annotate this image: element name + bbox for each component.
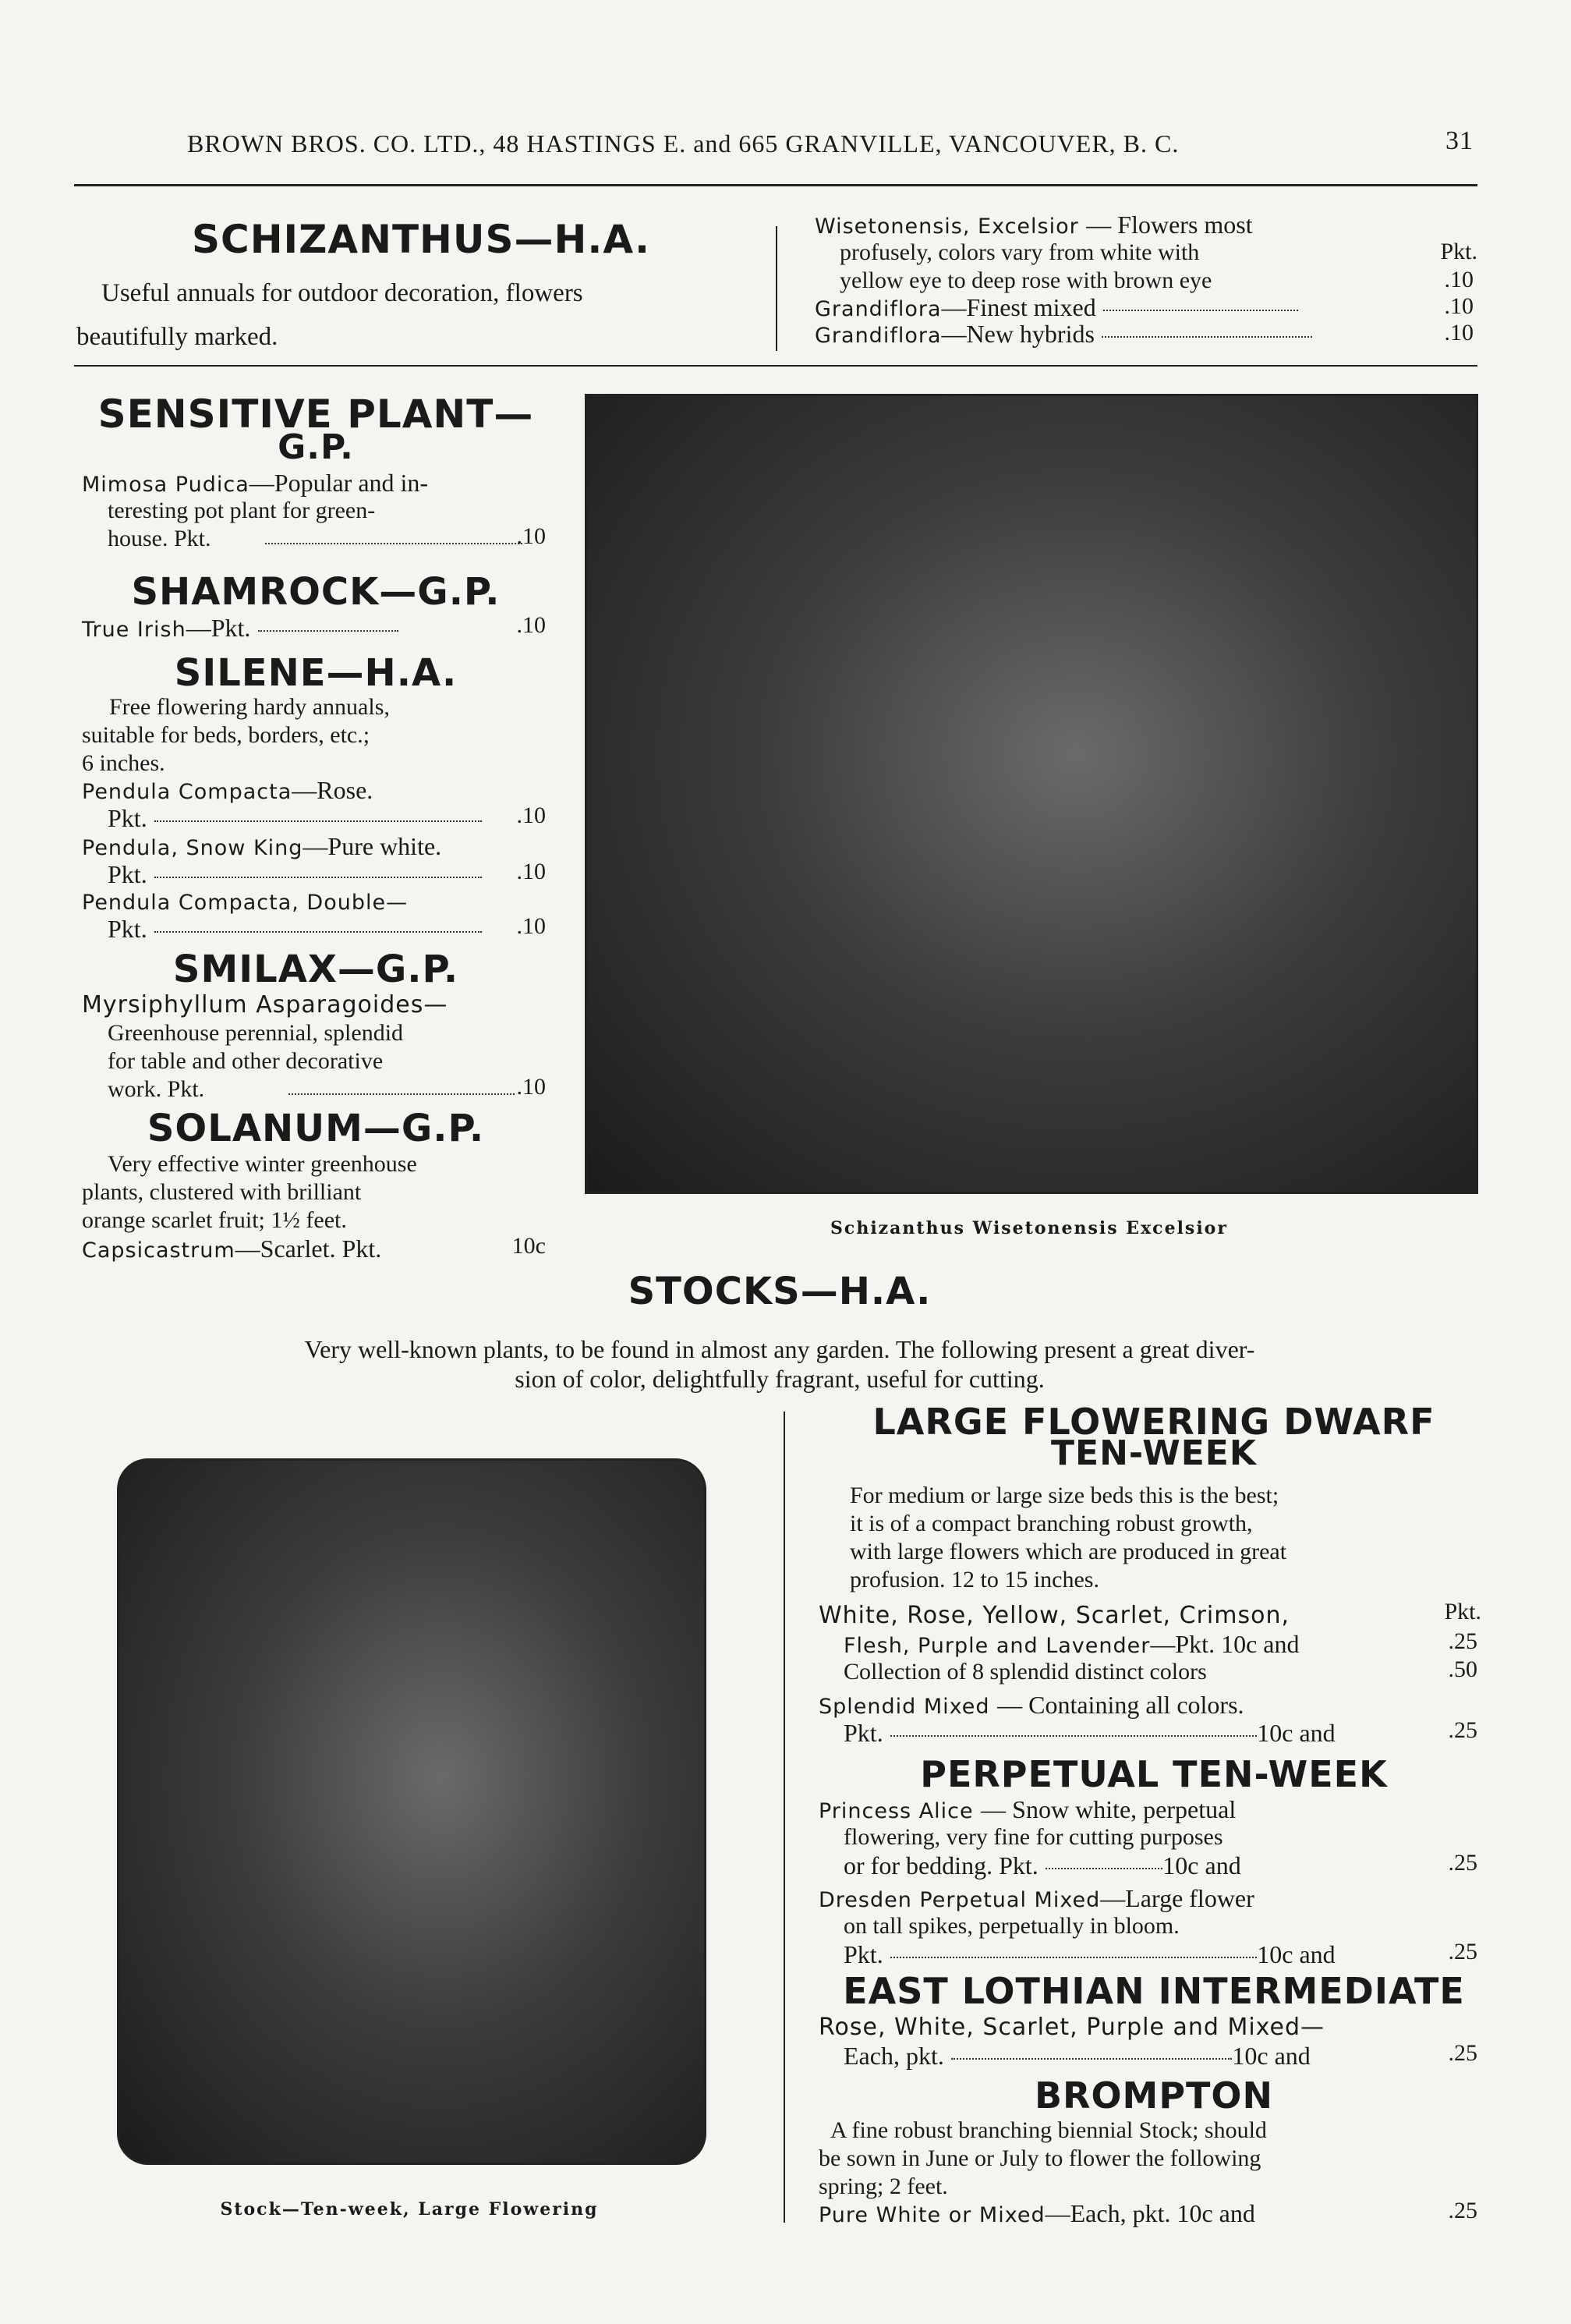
stocks-right-column bbox=[819, 1401, 1489, 2230]
east-lothian-price: .25 bbox=[1448, 2040, 1477, 2066]
solanum-name: Capsicastrum bbox=[82, 1238, 235, 1263]
silene-item-desc: —Pure white. bbox=[303, 832, 442, 860]
schizanthus-desc-1: Useful annuals for outdoor decoration, flowers bbox=[101, 279, 583, 307]
schizanthus-photo-caption: Schizanthus Wisetonensis Excelsior bbox=[830, 1218, 1228, 1238]
shamrock-desc: —Pkt. bbox=[186, 614, 251, 642]
section-rule bbox=[74, 365, 1477, 367]
company-address: BROWN BROS. CO. LTD., 48 HASTINGS E. and 665 GRANVILLE, VANCOUVER, B. C. bbox=[187, 129, 1180, 158]
leader-dots bbox=[265, 542, 522, 544]
large-dwarf-item1-line2-desc: —Pkt. 10c and bbox=[1150, 1630, 1300, 1658]
east-lothian-name: Rose, White, Scarlet, Purple and Mixed— bbox=[819, 2014, 1325, 2041]
brompton-desc-2: be sown in June or July to flower the following bbox=[819, 2145, 1261, 2171]
smilax-desc-3: work. Pkt. bbox=[108, 1076, 205, 1102]
silene-item-pkt: Pkt. bbox=[108, 915, 147, 943]
solanum-desc-2: plants, clustered with brilliant bbox=[82, 1179, 362, 1205]
large-dwarf-item2-name: Splendid Mixed bbox=[819, 1695, 990, 1719]
silene-item-pkt: Pkt. bbox=[108, 804, 147, 832]
sensitive-plant-name: Mimosa Pudica bbox=[82, 473, 249, 497]
large-dwarf-item2-price: .25 bbox=[1448, 1717, 1477, 1743]
silene-desc-2: suitable for beds, borders, etc.; bbox=[82, 722, 370, 748]
brompton-desc: —Each, pkt. 10c and bbox=[1045, 2199, 1255, 2227]
perpetual-item1-name: Princess Alice bbox=[819, 1799, 974, 1823]
perpetual-item2-name: Dresden Perpetual Mixed bbox=[819, 1888, 1101, 1912]
east-lothian-title: EAST LOTHIAN INTERMEDIATE bbox=[843, 1970, 1465, 2012]
leader-dots bbox=[154, 876, 482, 878]
schizanthus-photo bbox=[585, 394, 1478, 1194]
stocks-column-divider bbox=[784, 1412, 785, 2223]
schizanthus-item-price: .10 bbox=[1444, 320, 1474, 345]
smilax-desc-2: for table and other decorative bbox=[108, 1048, 384, 1074]
perpetual-item1-line3: or for bedding. Pkt. bbox=[844, 1851, 1038, 1879]
large-dwarf-desc-1: For medium or large size beds this is the best; bbox=[850, 1483, 1279, 1508]
large-dwarf-desc-3: with large flowers which are produced in great bbox=[850, 1539, 1287, 1564]
perpetual-item2-desc: —Large flower bbox=[1100, 1884, 1254, 1912]
silene-item-name: Pendula Compacta, Double— bbox=[82, 891, 409, 915]
perpetual-item2-pkt-desc: 10c and bbox=[1257, 1940, 1336, 1968]
stocks-intro-1: Very well-known plants, to be found in almost any garden. The following present a great diver- bbox=[304, 1335, 1255, 1363]
stocks-title: STOCKS—H.A. bbox=[628, 1270, 932, 1313]
silene-title: SILENE—H.A. bbox=[174, 651, 458, 695]
stock-photo-caption: Stock—Ten-week, Large Flowering bbox=[220, 2199, 599, 2219]
perpetual-item2-pkt: Pkt. bbox=[844, 1940, 883, 1968]
solanum-desc-3: orange scarlet fruit; 1½ feet. bbox=[82, 1207, 347, 1233]
schizanthus-item-desc: —Finest mixed bbox=[941, 293, 1096, 321]
shamrock-title: SHAMROCK—G.P. bbox=[131, 570, 501, 614]
large-dwarf-pkt-header: Pkt. bbox=[1444, 1599, 1481, 1624]
large-dwarf-item2-pkt: Pkt. bbox=[844, 1719, 883, 1747]
leader-dots bbox=[951, 2057, 1232, 2060]
silene-desc-3: 6 inches. bbox=[82, 750, 165, 776]
leader-dots bbox=[154, 820, 482, 822]
stocks-intro-2: sion of color, delightfully fragrant, useful for cutting. bbox=[515, 1365, 1045, 1393]
large-dwarf-title-2: TEN-WEEK bbox=[1051, 1433, 1257, 1473]
perpetual-item1-line3-desc: 10c and bbox=[1162, 1851, 1241, 1879]
schizanthus-item-name: Grandiflora bbox=[815, 297, 942, 321]
shamrock-price: .10 bbox=[516, 612, 546, 638]
schizanthus-item-desc: —New hybrids bbox=[941, 320, 1095, 348]
sensitive-plant-title-2: G.P. bbox=[278, 427, 354, 467]
schizanthus-item-name: Grandiflora bbox=[815, 324, 942, 348]
schizanthus-item-price: .10 bbox=[1444, 293, 1474, 319]
silene-item-price: .10 bbox=[516, 913, 546, 939]
large-dwarf-item1-line2: Flesh, Purple and Lavender bbox=[844, 1634, 1151, 1658]
perpetual-item2-line2: on tall spikes, perpetually in bloom. bbox=[844, 1913, 1180, 1939]
silene-item-pkt: Pkt. bbox=[108, 860, 147, 888]
schizanthus-item-desc: — Flowers most bbox=[1086, 211, 1253, 239]
brompton-name: Pure White or Mixed bbox=[819, 2203, 1046, 2227]
schizanthus-item-desc-3: yellow eye to deep rose with brown eye bbox=[840, 267, 1212, 293]
perpetual-title: PERPETUAL TEN-WEEK bbox=[920, 1753, 1388, 1795]
leader-dots bbox=[154, 930, 482, 933]
leader-dots bbox=[1103, 309, 1298, 311]
east-lothian-line2: Each, pkt. bbox=[844, 2042, 944, 2070]
large-dwarf-desc-2: it is of a compact branching robust growth, bbox=[850, 1511, 1253, 1536]
smilax-title: SMILAX—G.P. bbox=[172, 948, 459, 991]
leader-dots bbox=[890, 1734, 1257, 1737]
schizanthus-title: SCHIZANTHUS—H.A. bbox=[192, 217, 650, 262]
silene-item-desc: —Rose. bbox=[292, 776, 373, 804]
perpetual-item2-price: .25 bbox=[1448, 1939, 1477, 1964]
header-rule bbox=[74, 184, 1477, 186]
brompton-desc-3: spring; 2 feet. bbox=[819, 2173, 948, 2199]
leader-dots bbox=[890, 1956, 1257, 1958]
silene-item-price: .10 bbox=[516, 802, 546, 828]
perpetual-item1-line2: flowering, very fine for cutting purposes bbox=[844, 1824, 1223, 1850]
sensitive-plant-desc-1: —Popular and in- bbox=[249, 469, 429, 497]
page-header bbox=[78, 123, 1481, 162]
east-lothian-line2-desc: 10c and bbox=[1232, 2042, 1311, 2070]
brompton-price: .25 bbox=[1448, 2198, 1477, 2223]
schizanthus-item-price: .10 bbox=[1444, 267, 1474, 292]
leader-dots bbox=[1046, 1867, 1162, 1869]
schizanthus-desc-2: beautifully marked. bbox=[76, 323, 278, 351]
large-dwarf-item2-desc: — Containing all colors. bbox=[997, 1691, 1244, 1719]
schizanthus-item-desc-2: profusely, colors vary from white with bbox=[840, 239, 1200, 265]
sensitive-plant-desc-2: teresting pot plant for green- bbox=[108, 498, 376, 523]
schizanthus-items bbox=[815, 211, 1477, 351]
large-dwarf-item1-name: White, Rose, Yellow, Scarlet, Crimson, bbox=[819, 1602, 1290, 1629]
sensitive-plant-desc-3: house. Pkt. bbox=[108, 526, 211, 551]
large-dwarf-item1-price: .25 bbox=[1448, 1628, 1477, 1654]
leader-dots bbox=[288, 1093, 515, 1095]
sensitive-plant-title-1: SENSITIVE PLANT— bbox=[97, 391, 534, 437]
smilax-price: .10 bbox=[516, 1074, 546, 1100]
silene-item-name: Pendula, Snow King bbox=[82, 836, 303, 860]
large-dwarf-item2-pkt-desc: 10c and bbox=[1257, 1719, 1336, 1747]
solanum-desc: —Scarlet. Pkt. bbox=[235, 1235, 382, 1263]
solanum-price: 10c bbox=[511, 1233, 546, 1259]
large-dwarf-item1-line3-price: .50 bbox=[1448, 1656, 1477, 1682]
leader-dots bbox=[258, 629, 398, 632]
silene-desc-1: Free flowering hardy annuals, bbox=[109, 694, 390, 720]
brompton-title: BROMPTON bbox=[1034, 2074, 1274, 2117]
page-number: 31 bbox=[1445, 126, 1474, 155]
large-dwarf-desc-4: profusion. 12 to 15 inches. bbox=[850, 1567, 1099, 1592]
large-dwarf-item1-line3: Collection of 8 splendid distinct colors bbox=[844, 1659, 1207, 1685]
schizanthus-column-divider bbox=[776, 226, 777, 351]
silene-item-name: Pendula Compacta bbox=[82, 780, 292, 804]
leader-dots bbox=[1102, 335, 1312, 338]
solanum-desc-1: Very effective winter greenhouse bbox=[108, 1151, 417, 1177]
schizanthus-pkt-header: Pkt. bbox=[1440, 239, 1477, 264]
large-dwarf-title-1: LARGE FLOWERING DWARF bbox=[872, 1401, 1435, 1443]
perpetual-item1-price: .25 bbox=[1448, 1850, 1477, 1876]
solanum-title: SOLANUM—G.P. bbox=[147, 1107, 485, 1150]
left-column bbox=[78, 386, 554, 1275]
smilax-desc-1: Greenhouse perennial, splendid bbox=[108, 1020, 404, 1046]
brompton-desc-1: A fine robust branching biennial Stock; should bbox=[830, 2117, 1267, 2143]
schizanthus-item-name: Wisetonensis, Excelsior bbox=[815, 214, 1079, 239]
silene-item-price: .10 bbox=[516, 859, 546, 884]
smilax-name: Myrsiphyllum Asparagoides— bbox=[82, 991, 448, 1019]
shamrock-name: True Irish bbox=[82, 618, 186, 642]
stock-photo bbox=[117, 1458, 706, 2165]
perpetual-item1-desc: — Snow white, perpetual bbox=[981, 1795, 1237, 1823]
sensitive-plant-price: .10 bbox=[516, 523, 546, 549]
